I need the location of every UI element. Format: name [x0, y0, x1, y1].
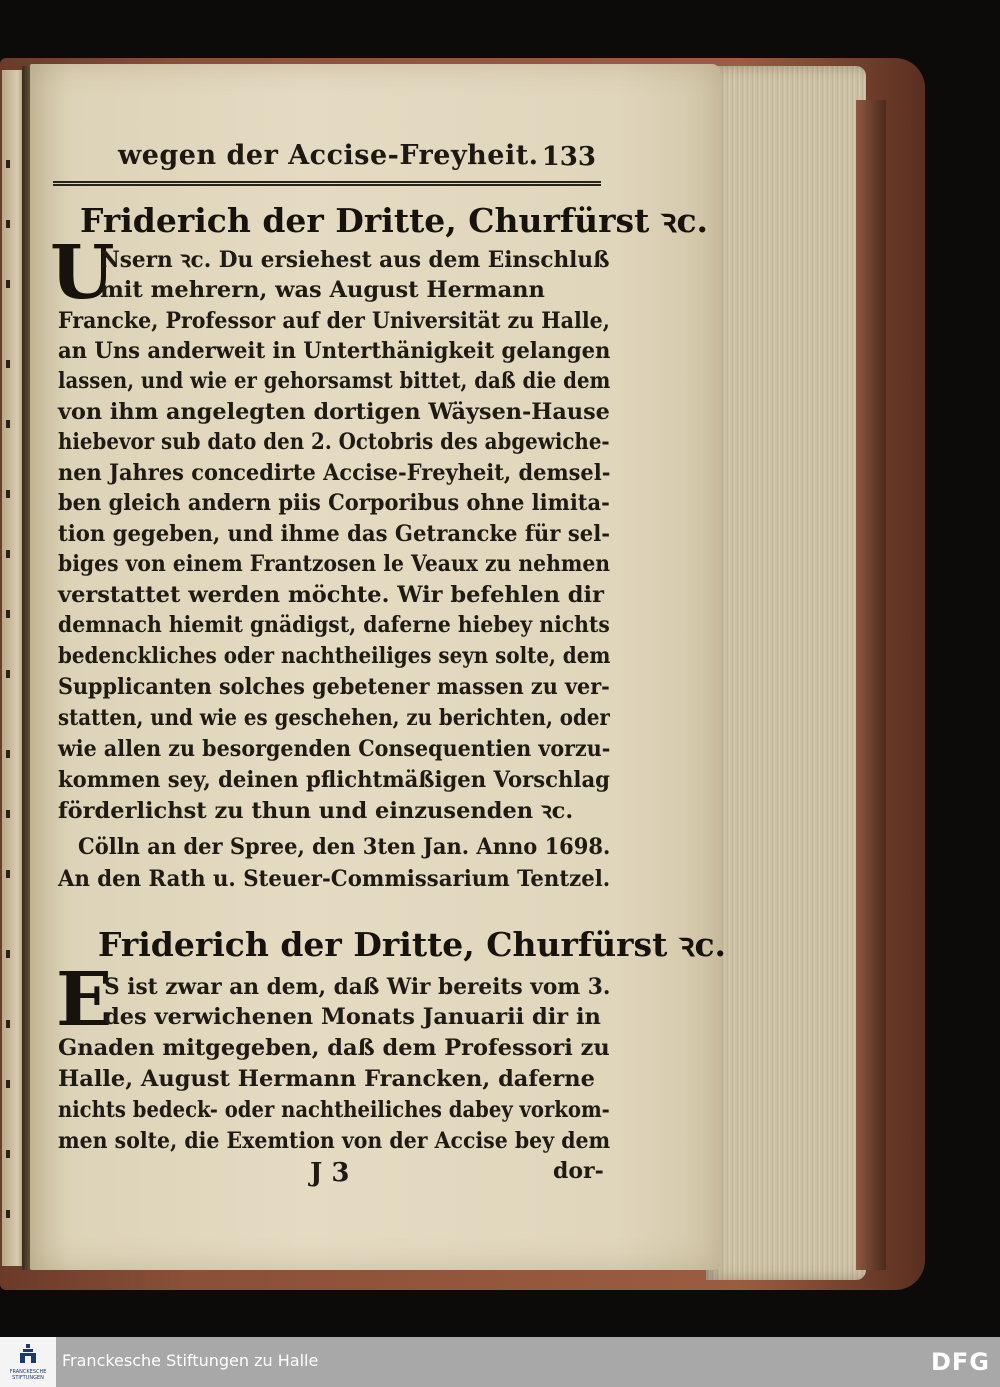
text-line: Supplicanten solches gebetener massen zu ver-: [58, 674, 610, 700]
header-rule: [53, 181, 601, 186]
running-title: wegen der Accise-Freyheit.: [118, 140, 539, 171]
signature-mark: J 3: [310, 1158, 350, 1188]
left-page-edge: [2, 70, 24, 1266]
addressee-line: An den Rath u. Steuer-Commissarium Tentzel.: [58, 866, 611, 892]
page-fore-edge: [706, 66, 866, 1280]
text-line: mit mehrern, was August Hermann: [100, 277, 545, 303]
page-number: 133: [541, 142, 596, 172]
text-line: wie allen zu besorgenden Consequentien vorzu-: [58, 736, 611, 762]
text-line: an Uns anderweit in Unterthänigkeit gelangen: [58, 338, 611, 364]
text-line: Halle, August Hermann Francken, daferne: [58, 1066, 595, 1092]
text-line: biges von einem Frantzosen le Veaux zu nehmen: [58, 551, 611, 577]
institution-logo[interactable]: [0, 1337, 56, 1387]
text-line: demnach hiemit gnädigst, daferne hiebey nichts: [58, 612, 610, 638]
footer-title: Franckesche Stiftungen zu Halle: [62, 1351, 319, 1370]
text-line: hiebevor sub dato den 2. Octobris des abgewiche-: [58, 429, 610, 455]
text-line: des verwichenen Monats Januarii dir in: [104, 1004, 601, 1030]
text-line: kommen sey, deinen pflichtmäßigen Vorschlag: [58, 767, 610, 793]
text-line: bedenckliches oder nachtheiliges seyn solte, dem: [58, 643, 611, 669]
logo-caption: FRANCKESCHE STIFTUNGEN: [9, 1369, 47, 1381]
text-line: von ihm angelegten dortigen Wäysen-Hause: [58, 399, 610, 425]
text-line: statten, und wie es geschehen, zu berichten, oder: [58, 705, 610, 731]
text-line: S ist zwar an dem, daß Wir bereits vom 3.: [104, 974, 611, 1000]
text-line: Francke, Professor auf der Universität zu Halle,: [58, 308, 610, 334]
drop-initial: U: [50, 230, 115, 316]
franckesche-logo-icon: [17, 1343, 39, 1365]
text-line: nen Jahres concedirte Accise-Freyheit, demsel-: [58, 460, 611, 486]
text-line: Gnaden mitgegeben, daß dem Professori zu: [58, 1035, 610, 1061]
text-line: nichts bedeck- oder nachtheiliches dabey vorkom-: [58, 1097, 610, 1123]
drop-initial: E: [56, 957, 113, 1043]
text-line: verstattet werden möchte. Wir befehlen dir: [58, 582, 604, 608]
text-line: förderlichst zu thun und einzusenden ꝛc.: [58, 798, 574, 824]
text-line: men solte, die Exemtion von der Accise bey dem: [58, 1128, 611, 1154]
cover-edge: [856, 100, 886, 1270]
catchword: dor-: [553, 1158, 604, 1184]
viewer-footer: [0, 1337, 1000, 1387]
text-line: tion gegeben, und ihme das Getrancke für sel-: [58, 521, 611, 547]
date-line: Cölln an der Spree, den 3ten Jan. Anno 1698.: [78, 834, 611, 860]
text-line: Nsern ꝛc. Du ersiehest aus dem Einschluß: [100, 247, 610, 273]
running-head: [88, 140, 608, 180]
text-line: ben gleich andern piis Corporibus ohne limita-: [58, 490, 610, 516]
section-heading: Friderich der Dritte, Churfürst ꝛc.: [80, 201, 709, 240]
dfg-logo[interactable]: DFG: [930, 1348, 990, 1376]
section-heading: Friderich der Dritte, Churfürst ꝛc.: [98, 925, 727, 964]
text-line: lassen, und wie er gehorsamst bittet, daß die dem: [58, 368, 611, 394]
